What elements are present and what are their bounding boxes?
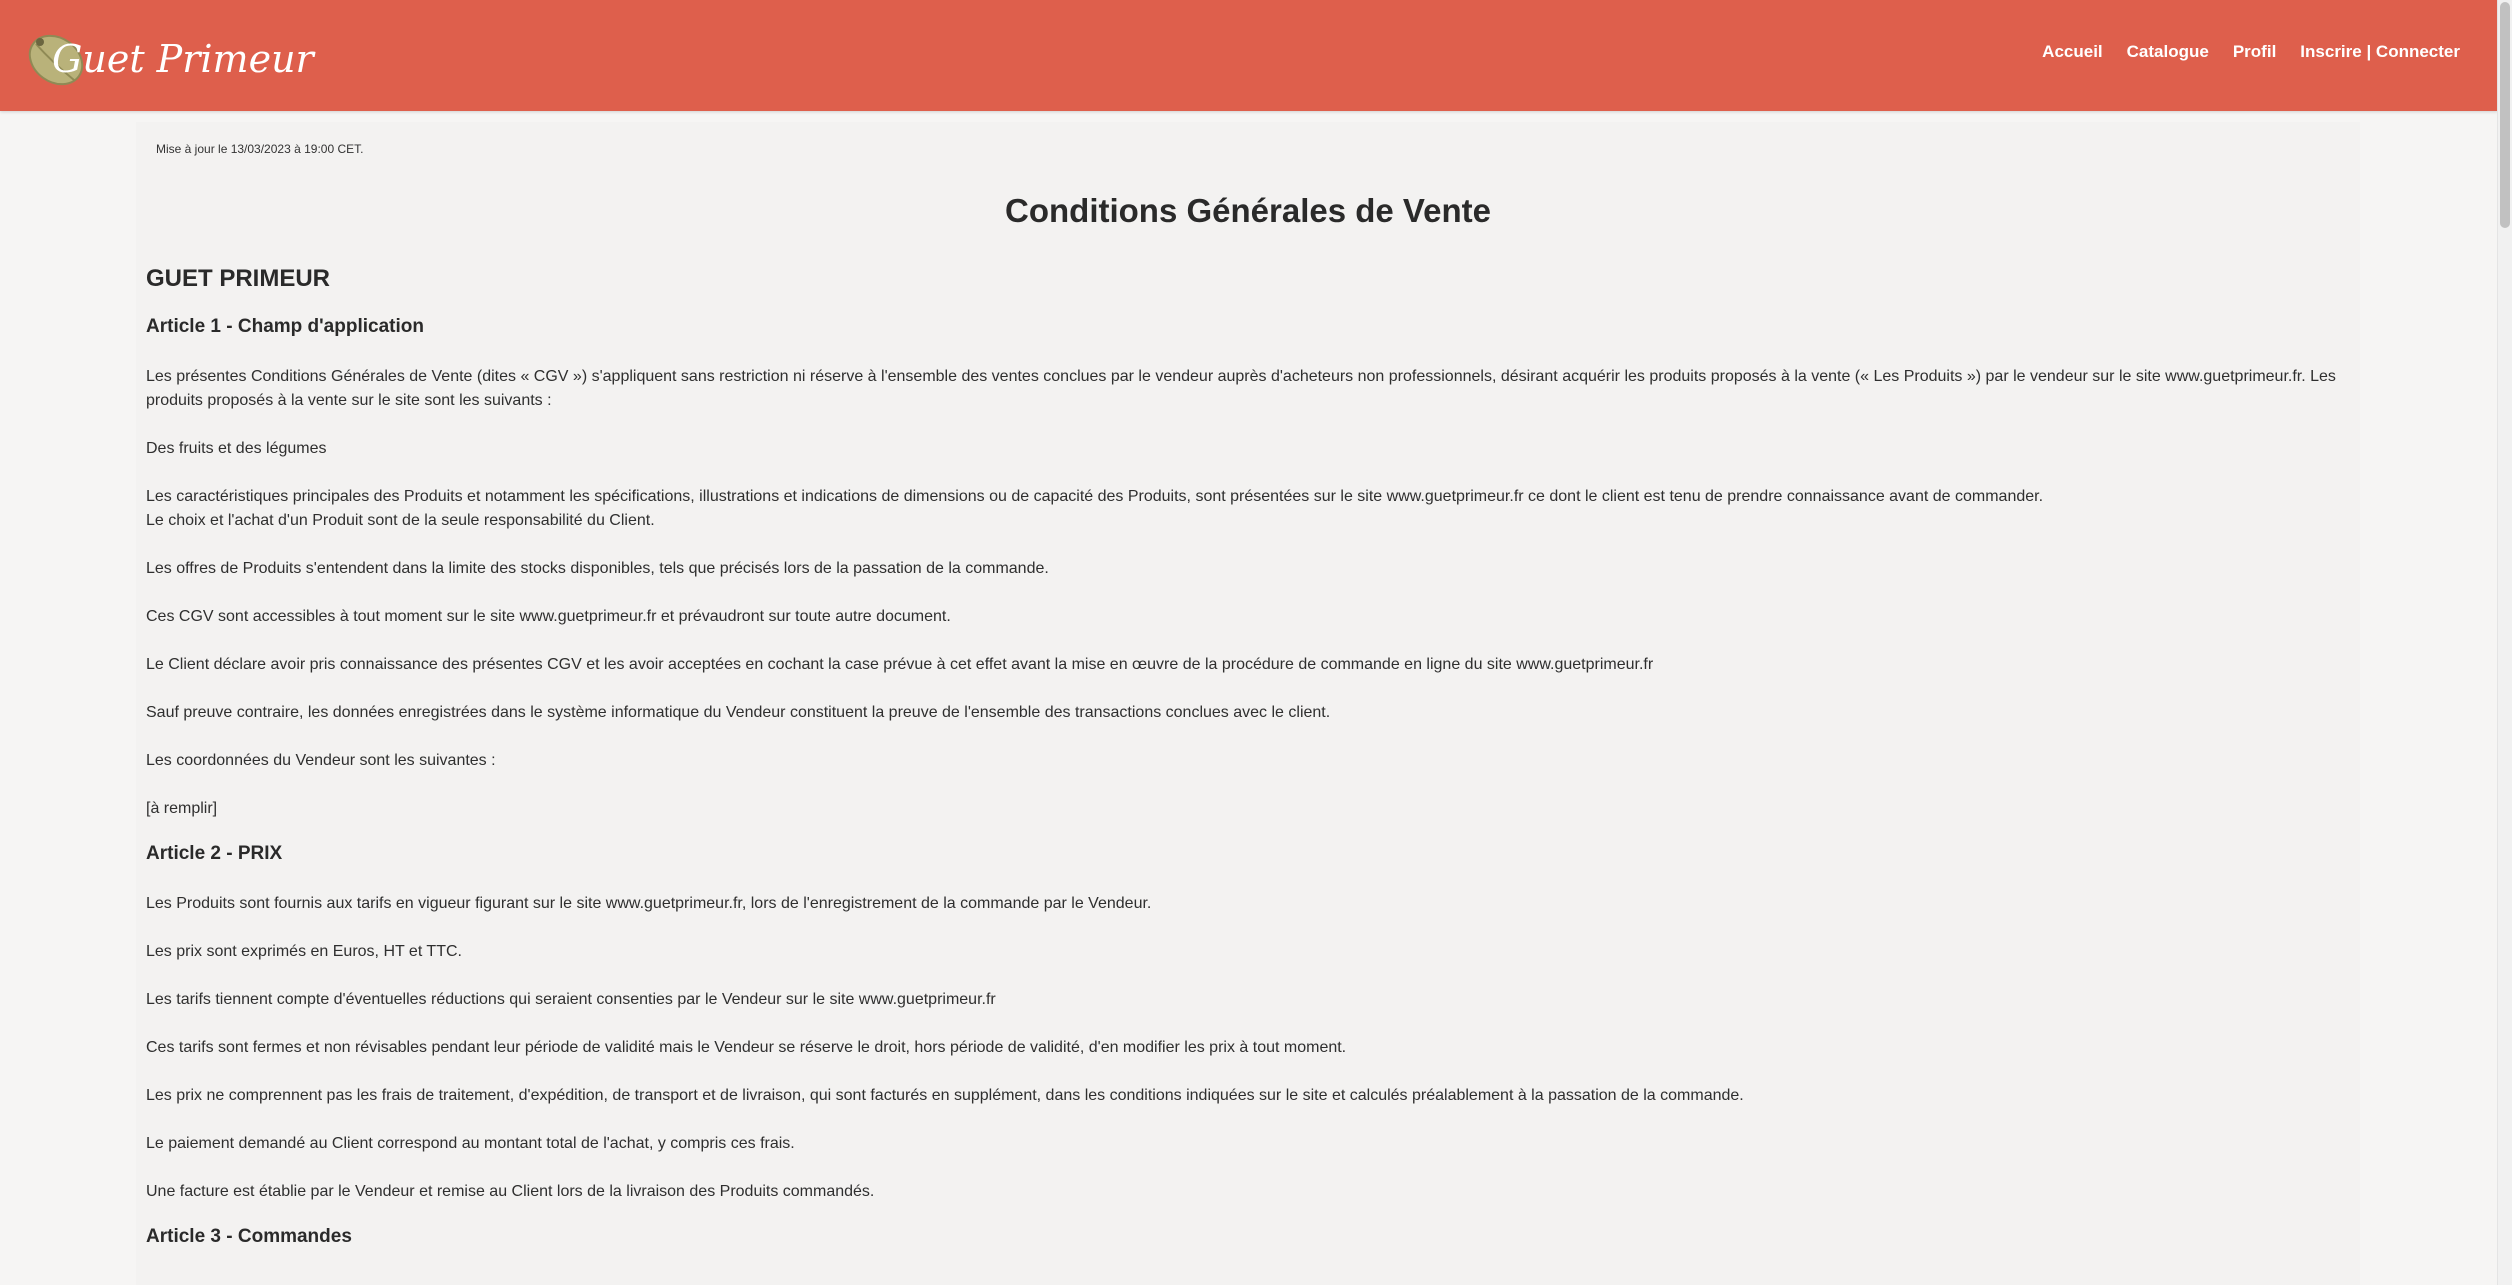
article-2-paragraph: Le paiement demandé au Client correspond au montant total de l'achat, y compris ces frais.: [146, 1135, 795, 1152]
svg-text:Guet Primeur: Guet Primeur: [52, 37, 314, 81]
nav-accueil[interactable]: Accueil: [2042, 42, 2103, 61]
company-name: GUET PRIMEUR: [146, 265, 331, 292]
cgv-content: [136, 122, 2360, 1285]
main-nav: [2042, 42, 2460, 62]
article-2-paragraph: Une facture est établie par le Vendeur et remise au Client lors de la livraison des Produits commandés.: [146, 1183, 875, 1200]
article-1-paragraph: Sauf preuve contraire, les données enregistrées dans le système informatique du Vendeur constituent la preuve de l'ensemble des transactions conclues avec le client.: [146, 704, 1331, 721]
leaf-logo-icon: [22, 22, 314, 94]
article-1-paragraph: Ces CGV sont accessibles à tout moment sur le site www.guetprimeur.fr et prévaudront sur toute autre document.: [146, 608, 951, 625]
site-header: [0, 0, 2498, 111]
cgv-body: [146, 264, 2346, 1249]
article-1-paragraph: [à remplir]: [146, 800, 218, 817]
article-1-paragraph: Des fruits et des légumes: [146, 440, 327, 457]
article-1-line: Les caractéristiques principales des Produits et notamment les spécifications, illustrations et indications de dimensions ou de capacité des Produits, sont présentées sur le site www.guetprimeur.fr ce dont le client est tenu de prendre connaissance avant de commander.: [146, 488, 2044, 505]
article-2-paragraph: Les prix ne comprennent pas les frais de traitement, d'expédition, de transport et de livraison, qui sont facturés en supplément, dans les conditions indiquées sur le site et calculés préalablement à la passation de la commande.: [146, 1087, 1744, 1104]
article-1-paragraph: [146, 485, 2346, 533]
article-1-title: Article 1 - Champ d'application: [146, 316, 424, 337]
article-2-paragraph: Les prix sont exprimés en Euros, HT et TTC.: [146, 943, 462, 960]
nav-profil[interactable]: Profil: [2232, 42, 2277, 61]
article-2-paragraph: Ces tarifs sont fermes et non révisables pendant leur période de validité mais le Vendeur se réserve le droit, hors période de validité, d'en modifier les prix à tout moment.: [146, 1039, 1347, 1056]
article-2-title: Article 2 - PRIX: [146, 843, 283, 864]
site-logo[interactable]: [22, 22, 314, 94]
page-title: Conditions Générales de Vente: [1005, 192, 1491, 229]
scrollbar-thumb[interactable]: [2500, 2, 2510, 228]
article-1-paragraph: Les offres de Produits s'entendent dans la limite des stocks disponibles, tels que précisés lors de la passation de la commande.: [146, 560, 1049, 577]
article-1-paragraph: Le Client déclare avoir pris connaissance des présentes CGV et les avoir acceptées en cochant la case prévue à cet effet avant la mise en œuvre de la procédure de commande en ligne du site www.guetprimeur.fr: [146, 656, 1654, 673]
article-1-line: Le choix et l'achat d'un Produit sont de la seule responsabilité du Client.: [146, 512, 655, 529]
article-1-paragraph: Les coordonnées du Vendeur sont les suivantes :: [146, 752, 496, 769]
last-updated: Mise à jour le 13/03/2023 à 19:00 CET.: [156, 142, 364, 156]
nav-inscrire-connecter[interactable]: Inscrire | Connecter: [2300, 42, 2460, 61]
article-3-title: Article 3 - Commandes: [146, 1226, 352, 1247]
nav-catalogue[interactable]: Catalogue: [2126, 42, 2209, 61]
article-2-paragraph: Les tarifs tiennent compte d'éventuelles réductions qui seraient consenties par le Vendeur sur le site www.guetprimeur.fr: [146, 991, 996, 1008]
page-scrollbar[interactable]: [2497, 0, 2512, 1285]
article-2-paragraph: Les Produits sont fournis aux tarifs en vigueur figurant sur le site www.guetprimeur.fr, lors de l'enregistrement de la commande par le Vendeur.: [146, 895, 1152, 912]
article-1-paragraph: Les présentes Conditions Générales de Vente (dites « CGV ») s'appliquent sans restriction ni réserve à l'ensemble des ventes conclues par le vendeur auprès d'acheteurs non professionnels, désirant acquérir les produits proposés à la vente (« Les Produits ») par le vendeur sur le site www.guetprimeur.fr. Les produits proposés à la vente sur le site sont les suivants :: [146, 368, 2336, 409]
